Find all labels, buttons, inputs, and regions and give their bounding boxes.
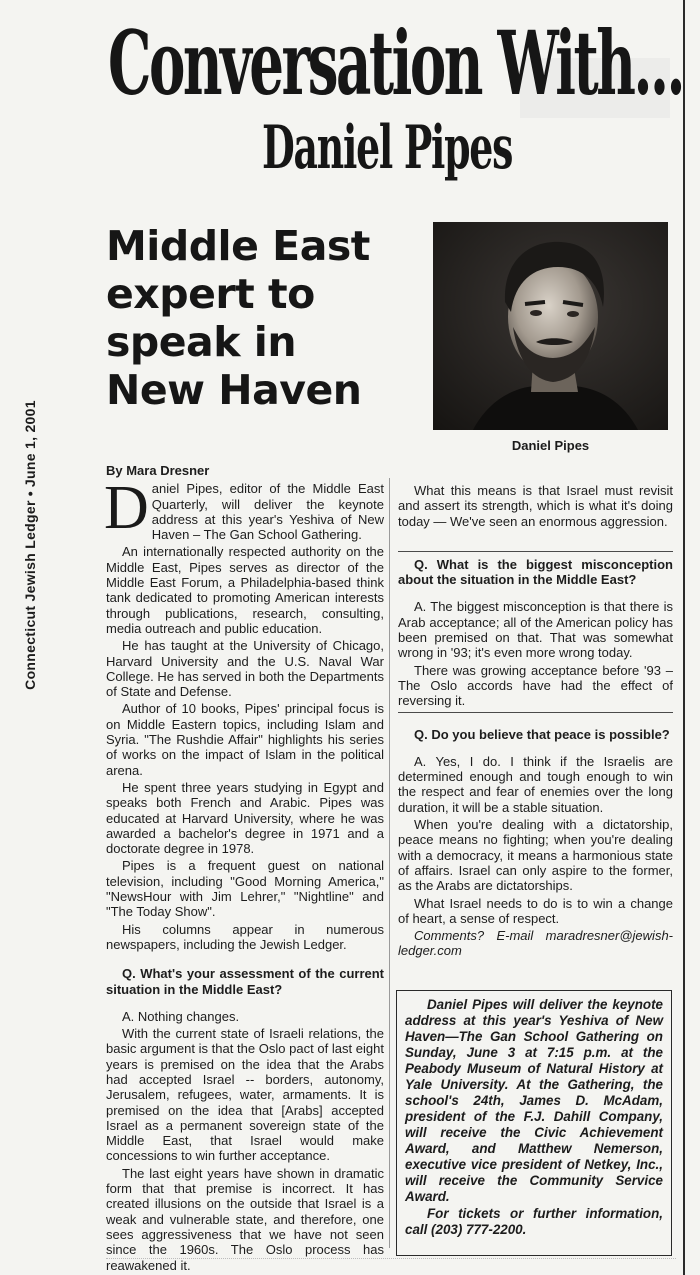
publication-credit xyxy=(20,315,40,775)
body-paragraph: A. Yes, I do. I think if the Israelis are determined enough and tough enough to win the respect and fear of enemies over the long duration, it will be a stable situation. xyxy=(398,753,673,815)
drop-cap: D xyxy=(104,474,149,543)
publication-date: June 1, 2001 xyxy=(22,400,38,488)
article-headline xyxy=(106,222,406,414)
body-paragraph: What this means is that Israel must revisit and assert its strength, which is what it's doing today — We've seen an enormous aggression. xyxy=(398,483,673,529)
portrait-image xyxy=(433,222,668,430)
event-announcement-box xyxy=(396,990,672,1256)
headline-line: New Haven xyxy=(106,366,362,414)
body-paragraph: His columns appear in numerous newspapers, including the Jewish Ledger. xyxy=(106,921,384,952)
headline-line: expert to xyxy=(106,270,315,318)
body-paragraph: Author of 10 books, Pipes' principal focus is on Middle Eastern topics, including Islam and Syria. "The Rushdie Affair" highlights his series of works on the impact of Islam in the political arena. xyxy=(106,701,384,778)
headline-line: Middle East xyxy=(106,222,370,270)
comments-email: Comments? E-mail maradresner@jewish-ledger.com xyxy=(398,928,673,959)
headline-line: speak in xyxy=(106,318,297,366)
lead-text: aniel Pipes, editor of the Middle East Quarterly, will deliver the keynote address at this year's Yeshiva of New Haven – The Gan School Gathering. xyxy=(151,481,384,543)
body-paragraph: With the current state of Israeli relations, the basic argument is that the Oslo pact of last eight years is premised on the idea that the Arabs had accepted Israel -- borders, autonomy, Jerusalem, refugees, water, armaments. It is premised on the idea that [Arabs] accepted Israel as a permanent sovereign state of the Middle East, that Israel would make concessions to win further acceptance. xyxy=(106,1026,384,1164)
photo-caption: Daniel Pipes xyxy=(511,438,590,453)
portrait-photo xyxy=(433,222,668,430)
answer-lead: A. Nothing changes. xyxy=(122,1008,240,1024)
body-paragraph: Pipes is a frequent guest on national television, including "Good Morning America," "NewsHour with Jim Lehrer," "Nightline" and "The Today Show". xyxy=(106,858,384,920)
body-paragraph: A. The biggest misconception is that there is Arab acceptance; all of the American policy has been premised on that. That was somewhat wrong in '93; it's even more wrong today. xyxy=(398,599,673,661)
body-paragraph: What Israel needs to do is to win a change of heart, a sense of respect. xyxy=(398,895,673,926)
body-paragraph: He spent three years studying in Egypt and speaks both French and Arabic. Pipes was educated at Harvard University, where he was awarded a bachelor's degree in 1971 and a doctorate degree in 1978. xyxy=(106,779,384,857)
article-column-left xyxy=(106,463,384,1273)
section-header-title: Conversation With... xyxy=(108,11,683,115)
body-paragraph: He has taught at the University of Chicago, Harvard University and the U.S. Naval War College. He has served in both the Departments of State and Defense. xyxy=(106,638,384,700)
section-header-subtitle: Daniel Pipes xyxy=(262,113,513,183)
body-paragraph: When you're dealing with a dictatorship, peace means no fighting; when you're dealing with a democracy, it means a harmonious state of affairs. Israel can only aspire to the former, as the Arabs are dictatorships. xyxy=(398,817,673,894)
body-paragraph: There was growing acceptance before '93 – The Oslo accords have had the effect of reversing it. xyxy=(398,662,673,709)
announcement-tickets: For tickets or further information, call (203) 777-2200. xyxy=(405,1206,663,1237)
section-rule xyxy=(398,712,673,713)
column-divider xyxy=(389,478,390,1248)
interview-question: Q. What is the biggest misconception about the situation in the Middle East? xyxy=(398,556,673,588)
byline: By Mara Dresner xyxy=(106,463,210,478)
lead-paragraph xyxy=(104,474,384,543)
body-paragraph: An internationally respected authority on the Middle East, Pipes serves as director of the Middle East Forum, a Philadelphia-based think tank dedicated to promoting American interests through publications, research, consulting, media outreach and public education. xyxy=(106,544,384,636)
credit-separator: • xyxy=(22,491,38,497)
interview-question: Q. What's your assessment of the current situation in the Middle East? xyxy=(106,966,384,997)
bottom-print-edge xyxy=(106,1252,676,1259)
section-rule xyxy=(398,551,673,552)
body-paragraph: The last eight years have shown in dramatic form that that premise is incorrect. It has created illusions on the outside that Israel is a weak and vulnerable state, and therefore, one sees aggressiveness that we have not seen since the 1960s. The Oslo process has reawakened it. xyxy=(106,1165,384,1273)
interview-question: Q. Do you believe that peace is possible? xyxy=(414,726,670,742)
article-column-right xyxy=(398,483,673,959)
publication-name: Connecticut Jewish Ledger xyxy=(22,500,38,690)
announcement-text: Daniel Pipes will deliver the keynote address at this year's Yeshiva of New Haven—The Gan School Gathering on Sunday, June 3 at 7:15 p.m. at the Peabody Museum of Natural History at Yale University. At the Gathering, the school's 24th, James D. McAdam, president of the F.J. Dahill Company, will receive the Civic Achievement Award, and Matthew Nemerson, executive vice president of Netkey, Inc., will receive the Community Service Award. xyxy=(405,997,663,1204)
page-edge-rule xyxy=(683,0,685,1275)
